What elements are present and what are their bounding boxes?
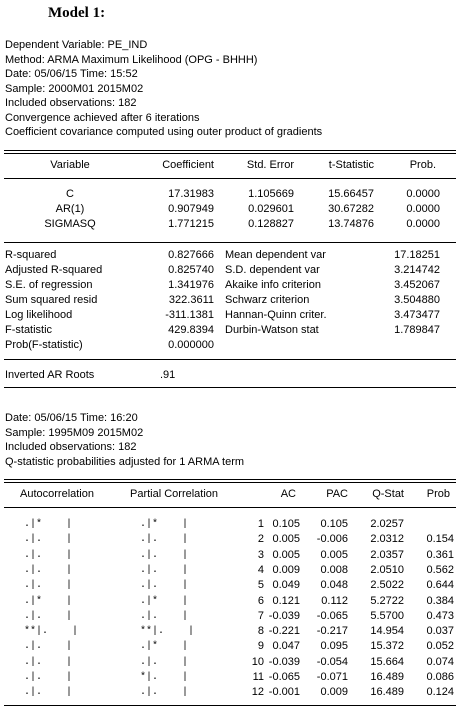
- correlogram-divider-top: [4, 479, 456, 483]
- pac-value: 0.008: [320, 563, 348, 576]
- table-divider-bottom: [4, 387, 456, 388]
- header-line: Included observations: 182: [5, 97, 137, 109]
- stat-value: 1.341976: [168, 279, 214, 291]
- prob-value: 0.037: [426, 625, 454, 638]
- header-line: Dependent Variable: PE_IND: [5, 39, 148, 51]
- pac-value: -0.054: [316, 655, 348, 668]
- partial-correlation-bar: .|* |: [140, 519, 189, 530]
- q-stat-value: 2.0312: [370, 533, 404, 546]
- prob-value: 0.154: [426, 533, 454, 546]
- ac-value: 0.105: [272, 518, 300, 530]
- column-header: AC: [280, 488, 296, 500]
- autocorrelation-bar: .|* |: [24, 595, 73, 607]
- q-stat-value: 15.372: [370, 640, 404, 653]
- q-stat-value: 15.664: [370, 655, 404, 668]
- pac-value: 0.095: [320, 640, 348, 653]
- stat-value: 0.827666: [168, 249, 214, 261]
- table-divider-top: [4, 150, 456, 154]
- stat-value: 3.452067: [394, 279, 440, 291]
- correlogram-divider: [4, 507, 456, 508]
- header-line: Sample: 2000M01 2015M02: [5, 82, 144, 95]
- model-title: Model 1:: [48, 5, 106, 21]
- stat-label: Hannan-Quinn criter.: [225, 309, 327, 321]
- lag-number: 2: [257, 533, 264, 546]
- table-divider: [4, 178, 456, 179]
- prob-value: 0.644: [426, 579, 454, 592]
- stat-label: Mean dependent var: [225, 249, 326, 261]
- table-cell: C: [66, 188, 74, 200]
- stat-label: S.E. of regression: [5, 279, 93, 291]
- prob-value: 0.074: [426, 655, 454, 668]
- autocorrelation-bar: .|. |: [24, 610, 73, 622]
- partial-correlation-bar: .|* |: [140, 595, 189, 607]
- prob-value: 0.562: [426, 563, 454, 576]
- lag-number: 6: [257, 594, 264, 607]
- column-header: Prob.: [409, 159, 436, 171]
- pac-value: 0.112: [321, 594, 348, 607]
- ac-value: 0.049: [272, 579, 300, 592]
- stat-label: Sum squared resid: [5, 294, 98, 306]
- stat-label: Prob(F-statistic): [5, 339, 83, 351]
- header-line: Date: 05/06/15 Time: 15:52: [5, 68, 138, 80]
- ac-value: 0.005: [272, 533, 300, 546]
- q-stat-value: 2.0257: [370, 518, 404, 530]
- table-cell: 17.31983: [168, 188, 214, 200]
- lag-number: 10: [251, 655, 264, 668]
- q-stat-value: 5.5700: [370, 609, 404, 622]
- stat-label: Akaike info criterion: [225, 279, 321, 291]
- table-divider: [4, 359, 456, 360]
- stat-value: 3.473477: [394, 309, 440, 321]
- pac-value: -0.071: [316, 671, 348, 683]
- ac-value: -0.221: [268, 625, 300, 638]
- q-stat-value: 2.0510: [370, 563, 404, 576]
- header-line: Date: 05/06/15 Time: 16:20: [5, 412, 138, 424]
- lag-number: 7: [257, 609, 264, 622]
- q-stat-value: 2.5022: [370, 579, 404, 592]
- stat-value: 17.18251: [394, 249, 440, 261]
- stat-label: Schwarz criterion: [225, 294, 310, 306]
- table-divider: [4, 242, 456, 243]
- lag-number: 4: [257, 563, 264, 576]
- ac-value: 0.047: [272, 640, 300, 653]
- column-header: Coefficient: [162, 159, 214, 171]
- pac-value: 0.048: [320, 579, 348, 592]
- stat-value: 322.3611: [168, 294, 214, 306]
- q-stat-value: 14.954: [370, 625, 404, 638]
- lag-number: 11: [252, 671, 264, 683]
- ac-value: -0.039: [268, 609, 300, 622]
- stat-label: Adjusted R-squared: [5, 264, 103, 276]
- prob-value: 0.361: [426, 548, 454, 561]
- table-cell: AR(1): [55, 203, 85, 215]
- ac-value: -0.039: [268, 655, 300, 668]
- stat-value: 3.504880: [394, 294, 440, 306]
- partial-correlation-bar: .|. |: [140, 564, 189, 576]
- table-cell: 13.74876: [328, 218, 374, 230]
- table-cell: 1.771215: [168, 218, 214, 230]
- column-header: t-Statistic: [328, 159, 374, 171]
- partial-correlation-bar: .|. |: [140, 687, 189, 699]
- table-cell: 0.907949: [168, 203, 214, 215]
- autocorrelation-bar: .|. |: [24, 641, 73, 653]
- stat-label: R-squared: [5, 249, 57, 261]
- q-stat-value: 16.489: [370, 686, 404, 699]
- autocorrelation-bar: .|. |: [24, 580, 73, 592]
- q-stat-value: 16.489: [370, 671, 404, 683]
- pac-value: 0.105: [320, 518, 348, 530]
- partial-correlation-bar: .|* |: [140, 641, 189, 653]
- table-cell: 15.66457: [328, 188, 374, 200]
- partial-correlation-bar: .|. |: [140, 610, 189, 622]
- pac-value: 0.009: [320, 686, 348, 699]
- ac-value: -0.065: [268, 671, 300, 683]
- column-header: PAC: [326, 488, 348, 500]
- header-line: Q-statistic probabilities adjusted for 1 ARMA term: [5, 455, 245, 468]
- header-line: Sample: 1995M09 2015M02: [5, 426, 144, 439]
- partial-correlation-bar: **|. |: [140, 626, 195, 638]
- partial-correlation-bar: .|. |: [140, 549, 189, 561]
- partial-correlation-bar: .|. |: [140, 656, 189, 668]
- column-header: Autocorrelation: [20, 488, 94, 500]
- prob-value: 0.473: [426, 609, 454, 622]
- autocorrelation-bar: .|. |: [24, 534, 73, 546]
- prob-value: 0.086: [426, 671, 454, 683]
- column-header: Partial Correlation: [130, 488, 219, 500]
- partial-correlation-bar: .|. |: [140, 534, 189, 546]
- autocorrelation-bar: .|. |: [24, 564, 73, 576]
- lag-number: 12: [251, 686, 264, 699]
- column-header: Q-Stat: [372, 488, 404, 500]
- correlogram-divider-bottom: [4, 705, 456, 706]
- lag-number: 8: [257, 625, 264, 638]
- pac-value: -0.217: [316, 625, 348, 638]
- ac-value: 0.121: [272, 594, 300, 607]
- lag-number: 1: [257, 518, 264, 530]
- q-stat-value: 5.2722: [370, 594, 404, 607]
- stat-value: 3.214742: [394, 264, 440, 276]
- autocorrelation-bar: .|* |: [24, 519, 73, 530]
- ac-value: 0.009: [272, 563, 300, 576]
- prob-value: 0.052: [426, 640, 454, 653]
- roots-value: .91: [160, 369, 176, 381]
- table-cell: 0.128827: [248, 218, 294, 230]
- autocorrelation-bar: .|. |: [24, 672, 73, 683]
- table-cell: 0.029601: [248, 203, 294, 215]
- table-cell: 30.67282: [328, 203, 374, 215]
- header-line: Convergence achieved after 6 iterations: [5, 111, 200, 124]
- ac-value: 0.005: [272, 548, 300, 561]
- autocorrelation-bar: **|. |: [24, 626, 79, 638]
- autocorrelation-bar: .|. |: [24, 687, 73, 699]
- table-cell: 1.105669: [248, 188, 294, 200]
- ac-value: -0.001: [268, 686, 300, 699]
- lag-number: 5: [257, 579, 264, 592]
- pac-value: -0.006: [316, 533, 348, 546]
- header-line: Method: ARMA Maximum Likelihood (OPG - BHHH): [5, 53, 258, 66]
- stat-label: S.D. dependent var: [225, 264, 320, 276]
- header-line: Included observations: 182: [5, 441, 137, 453]
- prob-value: 0.384: [426, 594, 454, 607]
- stat-value: -311.1381: [165, 309, 214, 321]
- table-cell: SIGMASQ: [44, 218, 96, 230]
- partial-correlation-bar: .|. |: [140, 580, 189, 592]
- lag-number: 3: [257, 548, 264, 561]
- roots-label: Inverted AR Roots: [5, 369, 95, 381]
- pac-value: 0.005: [320, 548, 348, 561]
- q-stat-value: 2.0357: [370, 548, 404, 561]
- table-cell: 0.0000: [406, 203, 440, 215]
- stat-value: 429.8394: [168, 324, 214, 336]
- column-header: Std. Error: [246, 159, 294, 171]
- stat-value: 0.000000: [168, 339, 214, 351]
- autocorrelation-bar: .|. |: [24, 549, 73, 561]
- partial-correlation-bar: *|. |: [140, 672, 189, 683]
- lag-number: 9: [257, 640, 264, 653]
- table-cell: 0.0000: [406, 218, 440, 230]
- column-header: Prob: [426, 488, 450, 500]
- autocorrelation-bar: .|. |: [24, 656, 73, 668]
- stat-label: F-statistic: [5, 324, 53, 336]
- stat-label: Log likelihood: [5, 309, 73, 321]
- stat-label: Durbin-Watson stat: [225, 324, 319, 336]
- stat-value: 1.789847: [394, 324, 440, 336]
- pac-value: -0.065: [316, 609, 348, 622]
- table-cell: 0.0000: [406, 188, 440, 200]
- header-line: Coefficient covariance computed using outer product of gradients: [5, 126, 323, 138]
- stat-value: 0.825740: [168, 264, 214, 276]
- prob-value: 0.124: [426, 686, 454, 699]
- column-header: Variable: [50, 159, 90, 171]
